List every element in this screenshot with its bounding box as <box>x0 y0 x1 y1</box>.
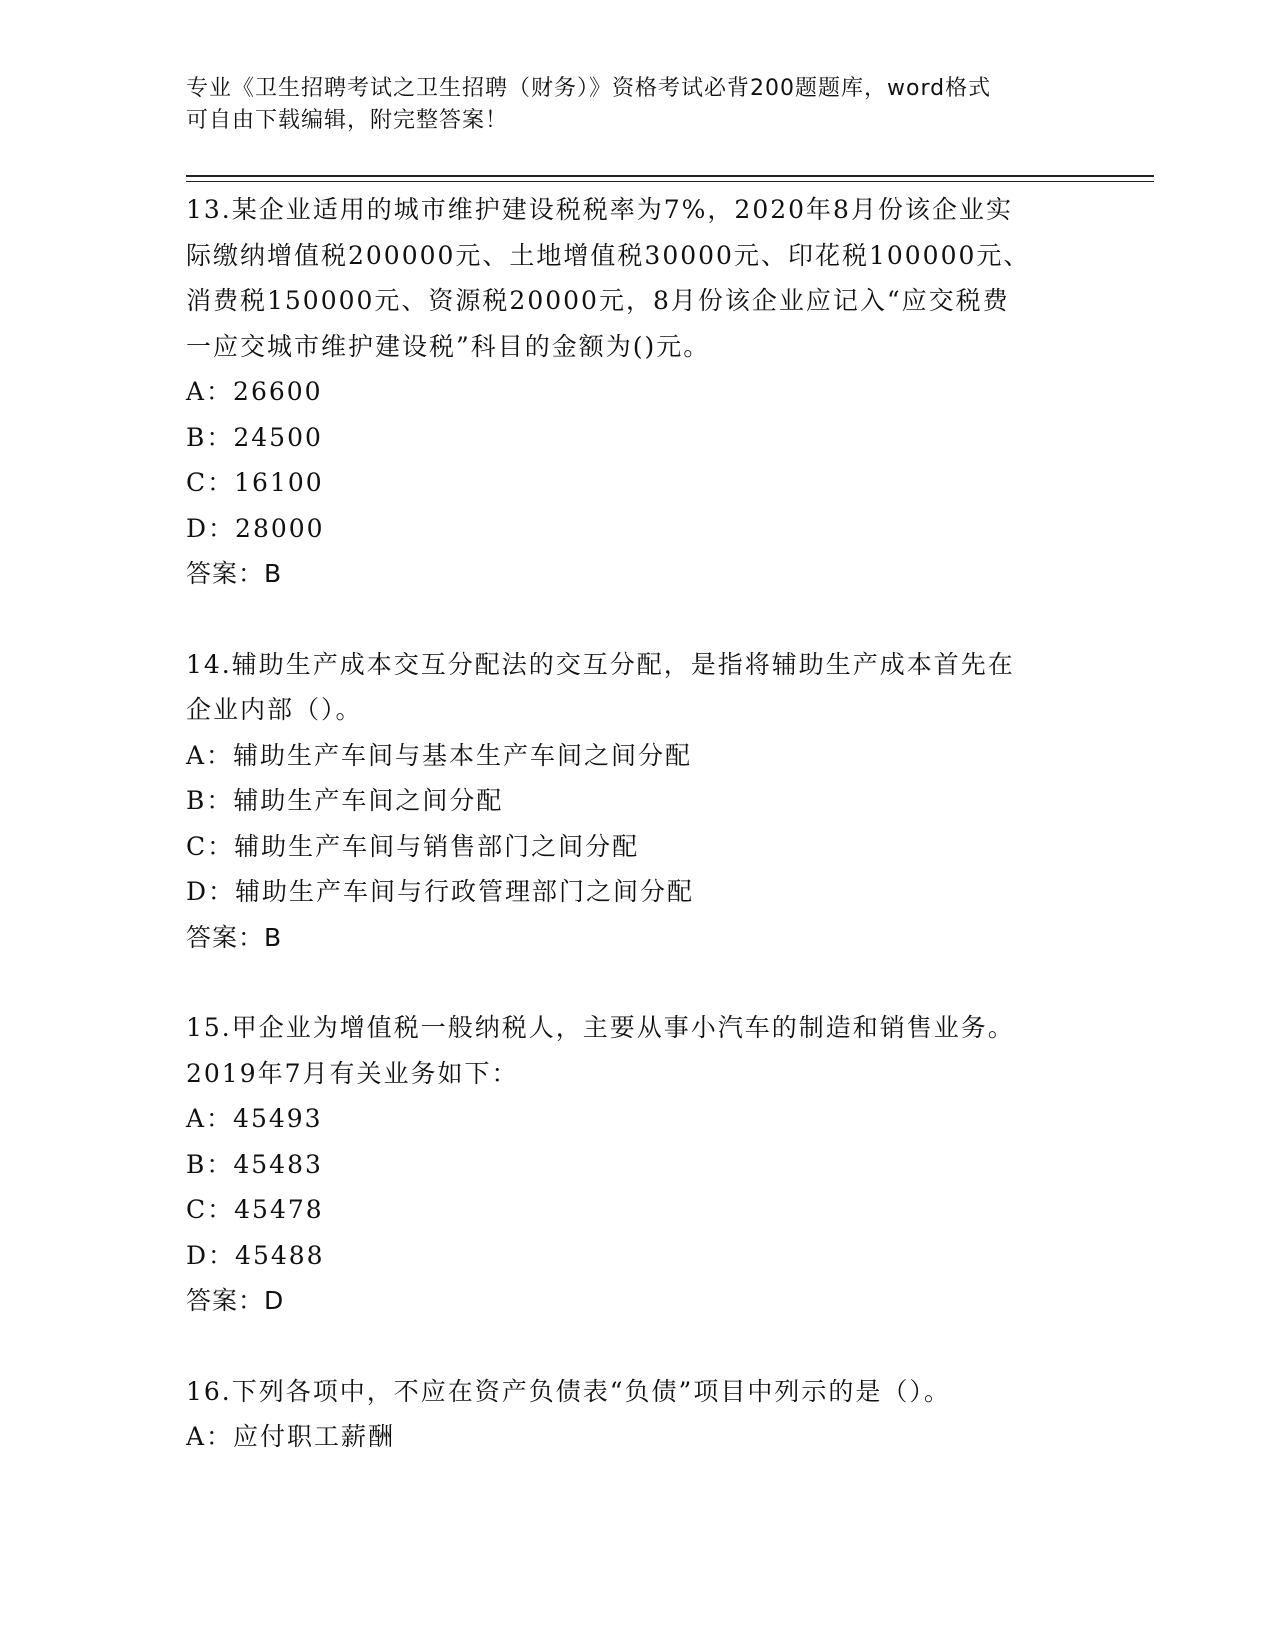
option-a: A：辅助生产车间与基本生产车间之间分配 <box>186 740 693 770</box>
question-stem-line: 际缴纳增值税200000元、土地增值税30000元、印花税100000元、 <box>186 240 1031 270</box>
question-stem-line: 16.下列各项中，不应在资产负债表“负债”项目中列示的是（）。 <box>186 1376 951 1406</box>
option-c: C：45478 <box>186 1195 324 1224</box>
answer-text: 答案：B <box>186 922 283 952</box>
question-stem-line: 15.甲企业为增值税一般纳税人，主要从事小汽车的制造和销售业务。 <box>186 1013 1015 1042</box>
header-line-2: 可自由下载编辑，附完整答案！ <box>186 108 509 133</box>
question-16 <box>186 1369 1086 1460</box>
question-stem-line: 企业内部（）。 <box>186 695 363 724</box>
question-14 <box>186 642 1086 961</box>
option-d: D：辅助生产车间与行政管理部门之间分配 <box>186 877 695 906</box>
answer-text: 答案：D <box>186 1286 285 1315</box>
option-b: B：辅助生产车间之间分配 <box>186 786 504 815</box>
document-header <box>186 73 1066 137</box>
question-stem-line: 一应交城市维护建设税”科目的金额为()元。 <box>186 331 711 361</box>
question-stem-line: 13.某企业适用的城市维护建设税税率为7%，2020年8月份该企业实 <box>186 195 1013 224</box>
option-a: A：应付职工薪酬 <box>186 1422 396 1451</box>
answer-text: 答案：B <box>186 559 283 588</box>
option-c: C：辅助生产车间与销售部门之间分配 <box>186 831 640 861</box>
option-a: A：26600 <box>186 377 323 406</box>
option-d: D：45488 <box>186 1240 325 1270</box>
question-13 <box>186 187 1086 597</box>
header-divider-thin <box>186 181 1154 182</box>
option-d: D：28000 <box>186 513 325 543</box>
option-b: B：45483 <box>186 1149 323 1179</box>
question-stem-line: 14.辅助生产成本交互分配法的交互分配，是指将辅助生产成本首先在 <box>186 649 1015 679</box>
option-c: C：16100 <box>186 468 324 497</box>
header-divider-thick <box>186 175 1154 177</box>
question-15 <box>186 1005 1086 1324</box>
question-stem-line: 2019年7月有关业务如下： <box>186 1058 519 1088</box>
header-line-1: 专业《卫生招聘考试之卫生招聘（财务）》资格考试必背200题题库，word格式 <box>186 76 992 101</box>
question-list <box>186 187 1086 1505</box>
option-a: A：45493 <box>186 1104 323 1133</box>
question-stem-line: 消费税150000元、资源税20000元，8月份该企业应记入“应交税费 <box>186 286 1010 315</box>
option-b: B：24500 <box>186 422 323 452</box>
